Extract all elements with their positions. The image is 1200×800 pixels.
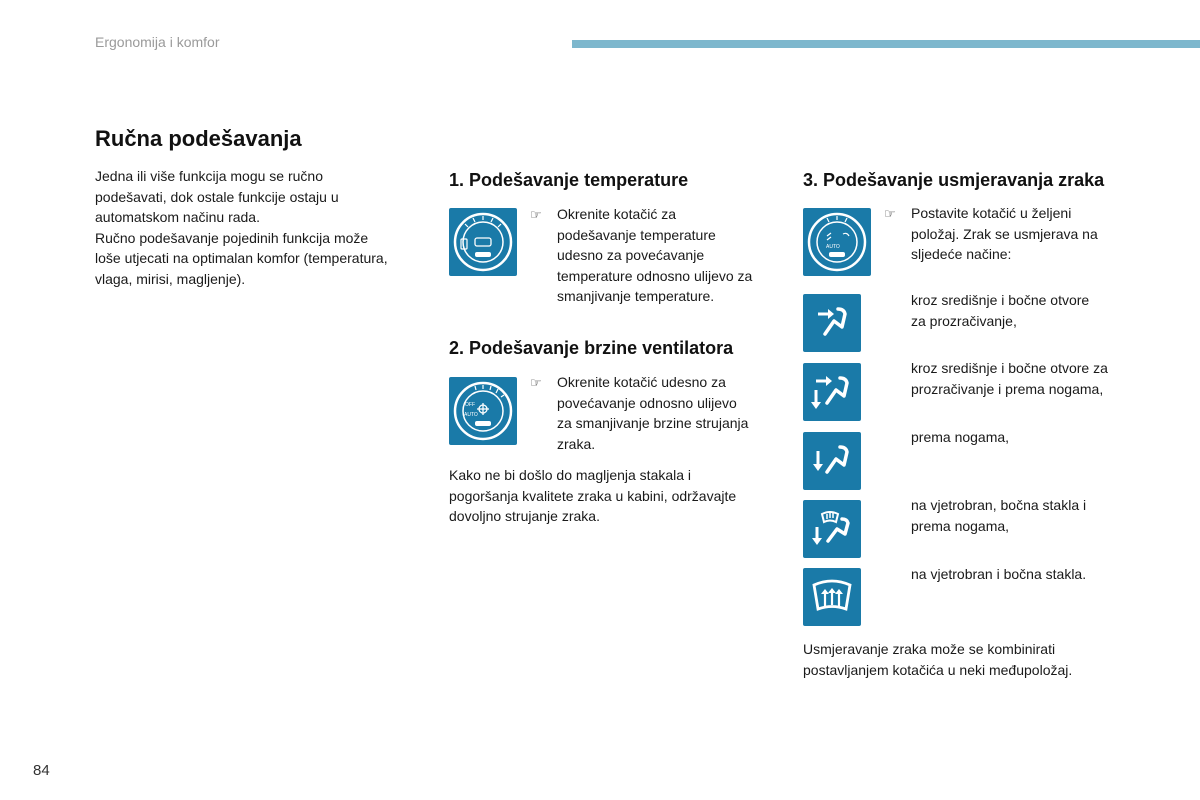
text-line: pogoršanja kvalitete zraka u kabini, održavajte [449,487,737,504]
text-line: Okrenite kotačić za [557,206,677,222]
intro-line: vlaga, mirisi, magljenje). [95,270,246,287]
page-title: Ručna podešavanja [95,126,302,151]
text-line: podešavanje temperature [557,226,716,243]
pointing-hand-icon: ☞ [530,375,542,390]
mode-description [911,427,1151,448]
text-line: Usmjeravanje zraka može se kombinirati [803,641,1056,657]
intro-line: Jedna ili više funkcija mogu se ručno [95,168,324,184]
intro-paragraph [95,166,425,289]
running-header: Ergonomija i komfor [95,34,220,50]
air-distribution-note [803,639,1163,680]
fan-speed-instructions [557,372,787,454]
text-line: na vjetrobran i bočna stakla. [911,566,1087,582]
text-line: na vjetrobran, bočna stakla i [911,497,1087,513]
page-number: 84 [33,762,50,779]
temperature-instructions [557,204,787,307]
section-heading-air-distribution: 3. Podešavanje usmjeravanja zraka [803,170,1105,190]
intro-line: podešavati, dok ostale funkcije ostaju u [95,188,339,205]
text-line: zraka. [557,435,596,452]
text-line: Okrenite kotačić udesno za [557,374,726,390]
knob-label-auto: AUTO [464,412,478,418]
text-line: za smanjivanje brzine strujanja [557,415,749,431]
text-line: kroz središnje i bočne otvore [911,292,1090,308]
vent-feet-icon [803,432,861,490]
air-distribution-instructions [911,203,1151,265]
text-line: sljedeće načine: [911,246,1012,262]
pointing-hand-icon: ☞ [530,207,542,222]
section-heading-temperature: 1. Podešavanje temperature [449,170,689,190]
air-distribution-knob-icon [803,208,871,276]
text-line: prozračivanje i prema nogama, [911,380,1104,397]
text-line: povećavanje odnosno ulijevo [557,394,737,411]
text-line: Postavite kotačić u željeni [911,205,1072,221]
text-line: dovoljno strujanje zraka. [449,508,600,524]
mode-description [911,358,1151,399]
text-line: kroz središnje i bočne otvore za [911,360,1108,376]
intro-line: automatskom načinu rada. [95,209,260,225]
text-line: postavljanjem kotačića u neki međupoložaj. [803,661,1073,678]
text-line: temperature odnosno ulijevo za [557,267,753,284]
text-line: Kako ne bi došlo do magljenja stakala i [449,467,692,483]
windshield-defrost-icon [803,568,861,626]
mode-description [911,290,1151,331]
text-line: položaj. Zrak se usmjerava na [911,225,1098,242]
knob-label-off: OFF [465,402,475,408]
fogging-note [449,465,779,527]
text-line: udesno za povećavanje [557,247,705,263]
text-line: smanjivanje temperature. [557,288,715,304]
text-line: prema nogama, [911,517,1010,534]
vent-face-icon [803,294,861,352]
header-accent-bar [572,40,1200,48]
knob-label-auto: AUTO [826,244,840,250]
text-line: za prozračivanje, [911,312,1017,329]
vent-windshield-feet-icon [803,500,861,558]
temperature-knob-icon [449,208,517,276]
vent-face-feet-icon [803,363,861,421]
intro-line: loše utjecati na optimalan komfor (temperatura, [95,250,388,266]
intro-line: Ručno podešavanje pojedinih funkcija može [95,229,369,246]
fan-speed-knob-icon [449,377,517,445]
mode-description [911,495,1151,536]
text-line: prema nogama, [911,429,1010,445]
pointing-hand-icon: ☞ [884,206,896,221]
mode-description [911,564,1151,585]
section-heading-fan-speed: 2. Podešavanje brzine ventilatora [449,338,734,358]
